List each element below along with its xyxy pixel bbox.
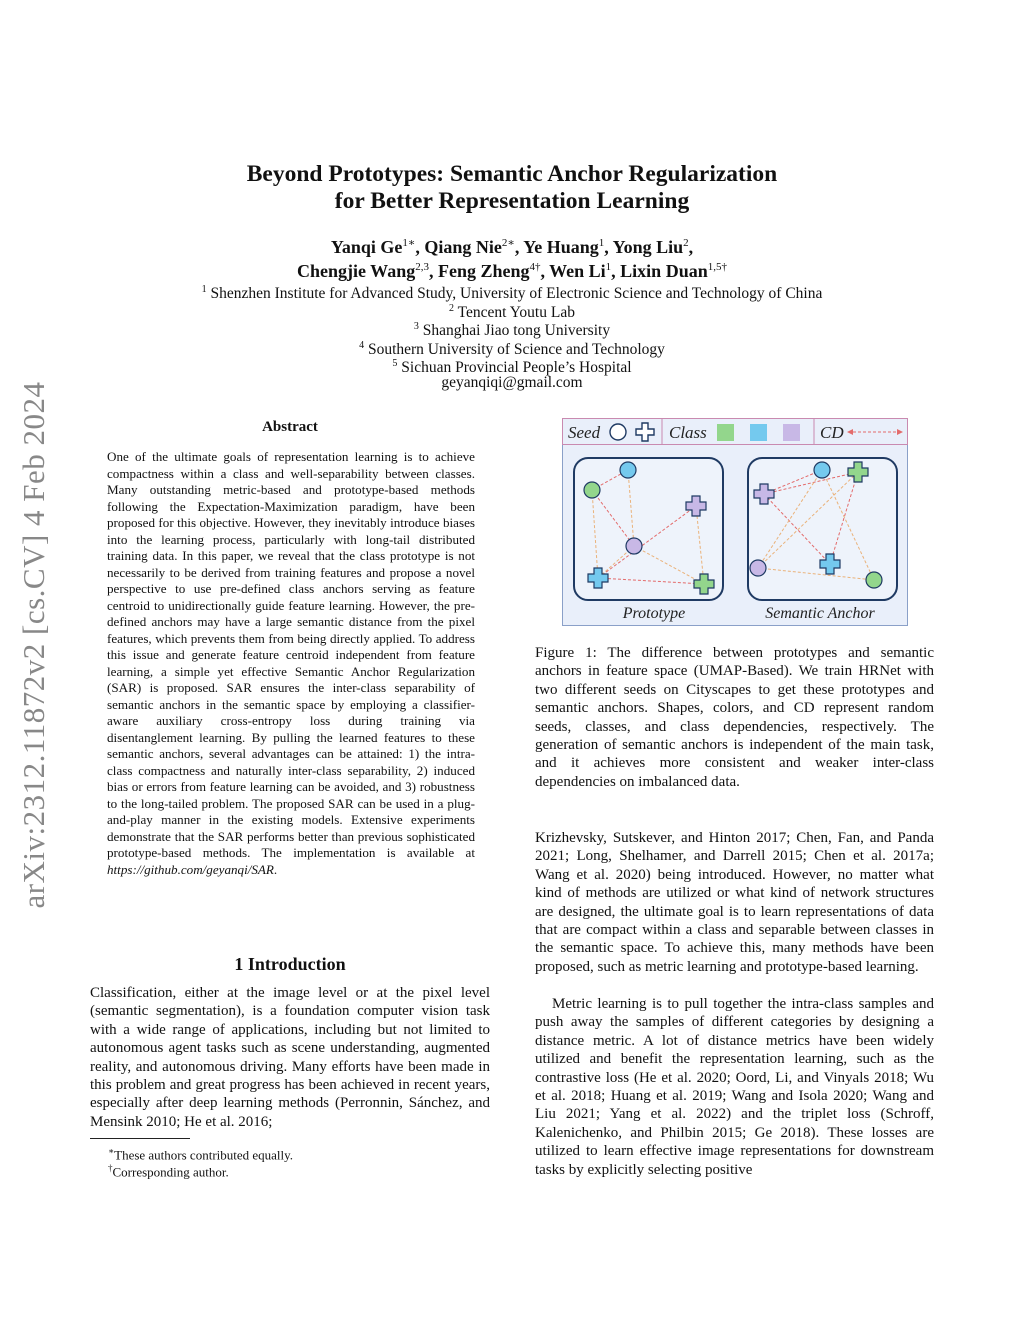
legend-class-purple — [783, 424, 800, 441]
affiliation-3: $^3$ Shanghai Jiao tong University — [413, 321, 611, 340]
footnote-equal-contribution: ∗These authors contributed equally. — [108, 1146, 294, 1163]
legend-circle-icon — [610, 424, 626, 440]
prototype-label: Prototype — [622, 605, 686, 622]
abstract-heading: Abstract — [262, 419, 318, 435]
affiliation-5: $^5$ Sichuan Provincial People’s Hospital — [392, 358, 632, 377]
legend-class-green — [717, 424, 734, 441]
authors-line2: Chengjie Wang$^{2,3}$, Feng Zheng$^{4\dagger}$, Wen Li$^1$, Lixin Duan$^{1,5\dagger}$ — [297, 261, 727, 281]
section-heading-introduction: 1 Introduction — [234, 954, 346, 974]
figure-1-caption: Figure 1: The difference between prototypes and semantic anchors in feature space (UMAP-Based). We train HRNet with two different seeds on Cityscapes to get these prototypes and semantic anchors. Shapes, colors, and CD represent random seeds, classes, and class dependencies, respectively. The generation of semantic anchors is independent of the main task, and it achieves more consistent and weaker inter-class dependencies on imbalanced data. — [535, 645, 934, 790]
authors-line1: Yanqi $Ge^{1∗}$, Qiang Nie$^{2∗}$, Ye Huang$^1$, Yong Liu$^2$, — [330, 237, 694, 257]
arxiv-stamp: arXiv:2312.11872v2 [cs.CV] 4 Feb 2024 — [16, 381, 51, 909]
anchor-blue-circle — [814, 462, 830, 478]
intro-paragraph-left: Classification, either at the image level or at the pixel level (semantic segmentation), is a foundation computer vision task with a wide range of applications, including but not limited to autonomous agent tasks such as scene understanding, augmented reality, and autonomous driving. Many efforts have been made in this problem and great progress has been achieved in recent years, especially after deep learning methods (Perronnin, Sánchez, and Mensink 2010; He et al. 2016; — [90, 985, 490, 1130]
figure-1-svg — [562, 418, 908, 626]
legend-seed-label: Seed — [568, 423, 601, 442]
contact-email: geyanqiqi@gmail.com — [441, 373, 583, 391]
affiliation-1: $^1$ Shenzhen Institute for Advanced Study, University of Electronic Science and Technology of China — [201, 284, 823, 303]
affiliation-4: $^4$ Southern University of Science and Technology — [359, 339, 665, 358]
proto-blue-circle — [620, 462, 636, 478]
code-link[interactable]: https://github.com/geyanqi/SAR — [107, 861, 274, 877]
footnote-corresponding: †Corresponding author. — [108, 1163, 229, 1180]
abstract-body: One of the ultimate goals of representation learning is to achieve compactness within a class and well-separability between classes. Many outstanding metric-based and prototype-based methods following the Expectation-Maximization paradigm, have been proposed for this objective. However, they inevitably introduce biases into the learning process, particularly with long-tail distributed training data. In this paper, we reveal that the class prototype is not necessarily to be derived from training features and propose a novel perspective to use pre-defined class anchors serving as feature centroid to unidirectionally guide feature learning. However, the pre-defined anchors may have a large semantic distance from the pixel features, which prevents them from being directly applied. To address this issue and generate feature centroid independent from feature learning, a simple yet effective Semantic Anchor Regularization (SAR) is proposed. SAR ensures the inter-class separability of semantic anchors in the semantic space by employing a classifier-aware auxiliary cross-entropy loss during training via disentanglement learning. By pulling the learned features to these semantic anchors, several advantages can be attained: 1) the intra-class compactness and naturally inter-class separability, 2) induced bias or errors from feature learning can be avoided, and 3) robustness to the long-tailed problem. The proposed SAR can be used in a plug-and-play manner in the existing models. Extensive experiments demonstrate that the SAR performs better than previous sophisticated prototype-based methods. The implementation is available at https://github.com/geyanqi/SAR. — [107, 449, 475, 877]
semantic-anchor-label: Semantic Anchor — [765, 605, 875, 622]
legend-cd-label: CD — [820, 423, 844, 442]
anchor-green-circle — [866, 572, 882, 588]
intro-paragraph-right-1: Krizhevsky, Sutskever, and Hinton 2017; Chen, Fan, and Panda 2021; Long, Shelhamer, and Darrell 2015; Chen et al. 2017a; Wang et al. 2020) being introduced. However, no matter what kind of methods are utilized or what kind of network structures are designed, the ultimate goal is to learn representations of data that are compact within a class and separable between classes in the semantic space. To achieve this, many methods have been proposed, such as metric learning and prototype-based learning. — [535, 830, 934, 975]
figure-1 — [562, 418, 908, 631]
anchor-purple-circle — [750, 560, 766, 576]
footnote-rule — [90, 1138, 190, 1139]
legend-class-label: Class — [669, 423, 707, 442]
proto-purple-circle — [626, 538, 642, 554]
affiliation-2: $^2$ Tencent Youtu Lab — [449, 302, 575, 321]
legend-class-blue — [750, 424, 767, 441]
proto-green-circle — [584, 482, 600, 498]
paper-title-line2: for Better Representation Learning — [334, 188, 690, 214]
paper-title-line1: Beyond Prototypes: Semantic Anchor Regularization — [246, 161, 778, 187]
intro-paragraph-right-2: Metric learning is to pull together the intra-class samples and push away the samples of different categories by designing a distance metric. A lot of distance metrics have been widely utilized and benefit the representation learning, such as the contrastive loss (He et al. 2020; Oord, Li, and Vinyals 2018; Wu et al. 2018; Huang et al. 2019; Wang and Isola 2020; Wang and Liu 2021; Yang et al. 2022) and the triplet loss (Schroff, Kalenichenko, and Philbin 2015; Ge 2018). These losses are utilized to learn effective image representations for downstream tasks by explicitly selecting positive — [535, 996, 934, 1178]
